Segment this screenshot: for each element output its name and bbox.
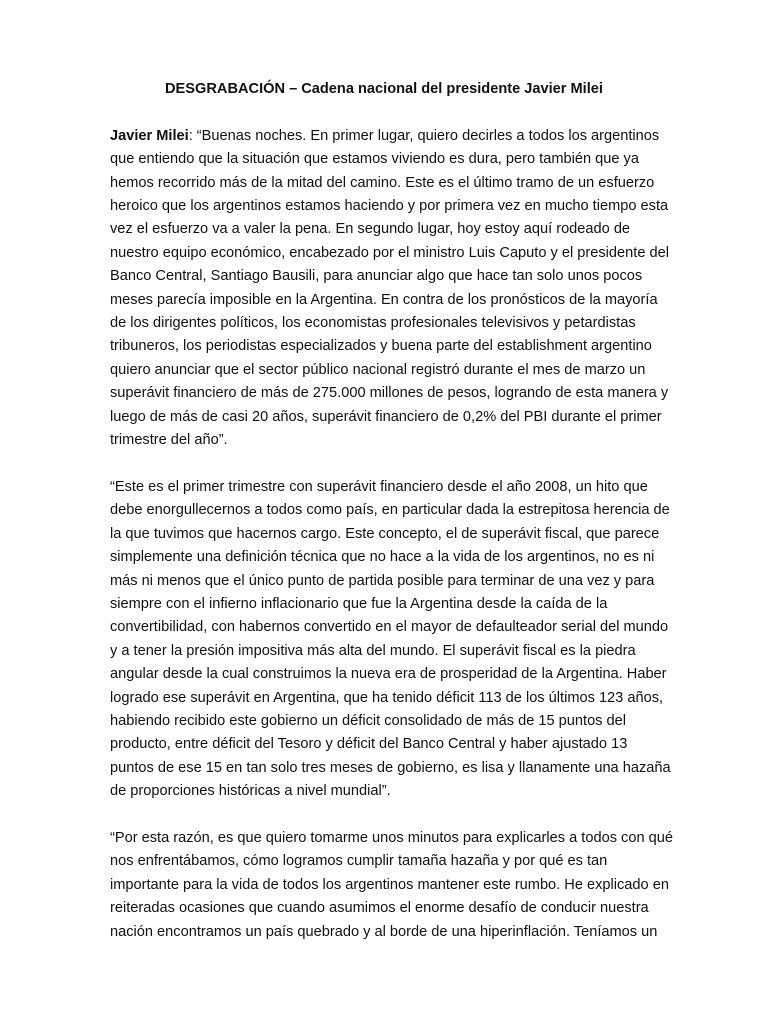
paragraph-line: luego de más de casi 20 años, superávit financiero de 0,2% del PBI durante el primer: [110, 408, 662, 425]
paragraph-line: convertibilidad, con habernos convertido en el mayor de defaulteador serial del mundo: [110, 619, 669, 636]
paragraph-line: que entiendo que la situación que estamos viviendo es dura, pero también que ya: [110, 151, 639, 168]
paragraph-line: más ni menos que el único punto de partida posible para terminar de una vez y para: [110, 572, 655, 589]
paragraph-line: “Este es el primer trimestre con superávit financiero desde el año 2008, un hito que: [110, 478, 648, 495]
paragraph-line: logrado ese superávit en Argentina, que ha tenido déficit 113 de los últimos 123 años,: [110, 689, 664, 706]
paragraph-line: puntos de ese 15 en tan solo tres meses de gobierno, es lisa y llanamente una hazaña: [110, 759, 671, 776]
paragraph: [110, 827, 673, 944]
paragraph-line: simplemente una definición técnica que no hace a la vida de los argentinos, no es ni: [110, 549, 655, 566]
speaker-name: Javier Milei: [110, 127, 189, 144]
paragraph-line: producto, entre déficit del Tesoro y déficit del Banco Central y haber ajustado 13: [110, 736, 628, 753]
paragraph-line: y a tener la presión impositiva más alta del mundo. El superávit fiscal es la piedra: [110, 642, 636, 659]
paragraph: [110, 476, 671, 804]
document-page: [110, 78, 673, 967]
document-body: [110, 125, 673, 944]
paragraph-line: habiendo recibido este gobierno un déficit consolidado de más de 15 puntos del: [110, 712, 627, 729]
paragraph-line: quiero anunciar que el sector público nacional registró durante el mes de marzo un: [110, 361, 646, 378]
paragraph-line: “Por esta razón, es que quiero tomarme unos minutos para explicarles a todos con qué: [110, 829, 673, 846]
paragraph-line: angular desde la cual construimos la nueva era de prosperidad de la Argentina. Haber: [110, 666, 667, 683]
paragraph-line: nos enfrentábamos, cómo logramos cumplir tamaña hazaña y por qué es tan: [110, 853, 608, 870]
paragraph-line: de los dirigentes políticos, los economistas profesionales televisivos y petardistas: [110, 315, 636, 332]
document-title: DESGRABACIÓN – Cadena nacional del presidente Javier Milei: [165, 81, 603, 97]
paragraph-line: trimestre del año”.: [110, 432, 228, 449]
paragraph-line: Banco Central, Santiago Bausili, para anunciar algo que hace tan solo unos pocos: [110, 268, 643, 285]
paragraph-line: importante para la vida de todos los argentinos mantener este rumbo. He explicado en: [110, 876, 669, 893]
paragraph-line: tribuneros, los periodistas especializados y buena parte del establishment argentino: [110, 338, 652, 355]
paragraph-line: siempre con el infierno inflacionario que fue la Argentina desde la caída de la: [110, 595, 608, 612]
paragraph-line: de proporciones históricas a nivel mundial”.: [110, 783, 391, 800]
paragraph-line: nación encontramos un país quebrado y al borde de una hiperinflación. Teníamos un: [110, 923, 658, 940]
paragraph-line: heroico que los argentinos estamos haciendo y por primera vez en mucho tiempo esta: [110, 198, 669, 215]
paragraph-line: debe enorgullecernos a todos como país, en particular dada la estrepitosa herencia de: [110, 502, 670, 519]
paragraph: [110, 125, 669, 453]
paragraph-line: nuestro equipo económico, encabezado por el ministro Luis Caputo y el presidente del: [110, 244, 669, 261]
paragraph-line: hemos recorrido más de la mitad del camino. Este es el último tramo de un esfuerzo: [110, 174, 655, 191]
paragraph-line: vez el esfuerzo va a valer la pena. En segundo lugar, hoy estoy aquí rodeado de: [110, 221, 631, 238]
paragraph-line: la que tuvimos que hacernos cargo. Este concepto, el de superávit fiscal, que parece: [110, 525, 660, 542]
paragraph-line: reiteradas ocasiones que cuando asumimos el enorme desafío de conducir nuestra: [110, 900, 649, 917]
paragraph-line: [110, 125, 658, 148]
paragraph-line: superávit financiero de más de 275.000 millones de pesos, logrando de esta manera y: [110, 385, 669, 402]
line-text: : “Buenas noches. En primer lugar, quiero decirles a todos los argentinos: [188, 127, 660, 144]
paragraph-line: meses parecía imposible en la Argentina. En contra de los pronósticos de la mayoría: [110, 291, 658, 308]
